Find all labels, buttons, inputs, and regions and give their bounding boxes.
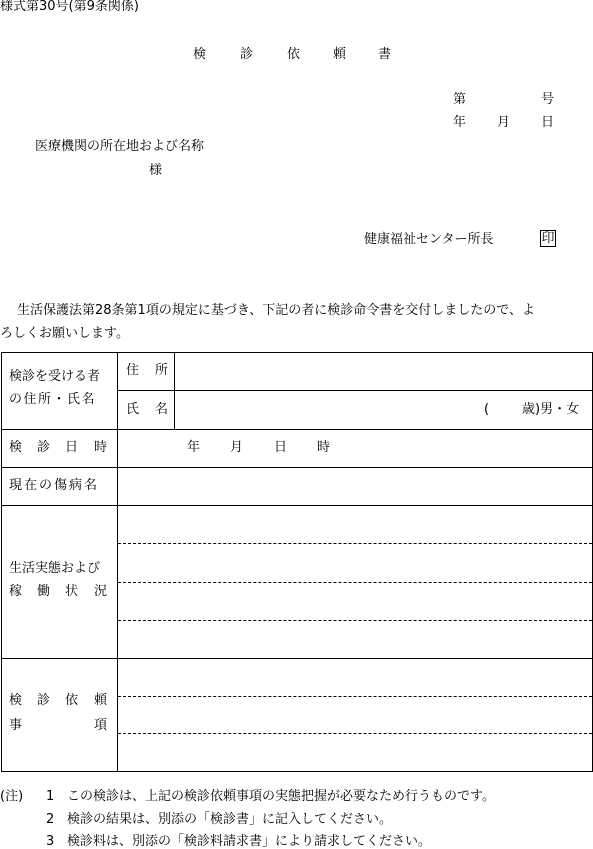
note-text: この検診は、上記の検診依頼事項の実態把握が必要なため行うものです。 <box>67 789 495 804</box>
life-label-char: 況 <box>94 584 108 599</box>
dashed-line <box>118 543 592 544</box>
date-unit-hour: 時 <box>317 440 331 455</box>
age-suffix: 歳)男・女 <box>522 402 580 417</box>
table-border-left <box>1 352 2 772</box>
date-label-char: 時 <box>94 440 108 455</box>
person-label-line1: 検診を受ける者 <box>9 369 101 384</box>
note-number: 3 <box>46 834 55 849</box>
illness-field[interactable] <box>118 468 592 505</box>
date-label-char: 日 <box>65 440 79 455</box>
row-divider <box>1 505 593 506</box>
address-field[interactable] <box>175 353 591 389</box>
address-label-char: 住 <box>126 363 140 378</box>
seal-stamp: 印 <box>541 231 555 246</box>
title-char: 依 <box>287 47 301 62</box>
row-divider <box>1 658 593 659</box>
addressee-org: 医療機関の所在地および名称 <box>35 139 205 154</box>
illness-label: 現在の傷病名 <box>9 478 100 493</box>
date-unit-day: 日 <box>274 440 288 455</box>
date-label-char: 検 <box>9 440 23 455</box>
life-label-char: 働 <box>37 584 51 599</box>
form-number: 様式第30号(第9条関係) <box>0 0 139 14</box>
note-number: 2 <box>46 812 55 827</box>
request-label-char: 項 <box>94 718 108 733</box>
notes-prefix: (注) <box>0 789 24 804</box>
life-label-line1-visible: 生活実態および <box>9 561 101 576</box>
person-label-line2: の住所・氏名 <box>9 392 97 407</box>
name-label-char: 氏 <box>126 402 140 417</box>
name-label-char: 名 <box>155 402 169 417</box>
dashed-line <box>118 733 592 734</box>
request-label-char: 診 <box>37 693 51 708</box>
dashed-line <box>118 620 592 621</box>
request-table <box>1 352 593 772</box>
date-label-char: 診 <box>37 440 51 455</box>
note-text: 検診の結果は、別添の「検診書」に記入してください。 <box>67 812 393 827</box>
date-unit-year: 年 <box>187 440 201 455</box>
life-label-char: 状 <box>65 584 79 599</box>
doc-number-dai: 第 <box>453 92 467 107</box>
name-field[interactable] <box>175 391 475 428</box>
addressee-sama: 様 <box>149 163 163 178</box>
title-char: 頼 <box>333 47 347 62</box>
table-col-divider <box>117 352 118 772</box>
title-char: 診 <box>240 47 254 62</box>
title-char: 書 <box>378 47 392 62</box>
table-border-bottom <box>1 771 593 772</box>
body-line-2: ろしくお願いします。 <box>0 326 129 341</box>
body-line-1: 生活保護法第28条第1項の規定に基づき、下記の者に検診命令書を交付しましたので、よ <box>17 303 536 318</box>
row-divider <box>1 429 593 430</box>
sender-name: 健康福祉センター所長 <box>364 232 494 247</box>
life-label-char: 稼 <box>9 584 23 599</box>
request-label-char: 頼 <box>94 693 108 708</box>
date-day: 日 <box>541 115 555 130</box>
request-label-char: 検 <box>9 693 23 708</box>
note-number: 1 <box>46 789 55 804</box>
date-unit-month: 月 <box>230 440 244 455</box>
date-year: 年 <box>453 115 467 130</box>
title-char: 検 <box>193 47 207 62</box>
date-month: 月 <box>497 115 511 130</box>
note-text: 検診料は、別添の「検診料請求書」により請求してください。 <box>67 834 432 849</box>
doc-number-go: 号 <box>541 92 555 107</box>
request-label-char: 依 <box>65 693 79 708</box>
dashed-line <box>118 696 592 697</box>
dashed-line <box>118 582 592 583</box>
address-label-char: 所 <box>155 363 169 378</box>
request-label-char: 事 <box>9 718 23 733</box>
age-paren-open: ( <box>484 402 490 417</box>
